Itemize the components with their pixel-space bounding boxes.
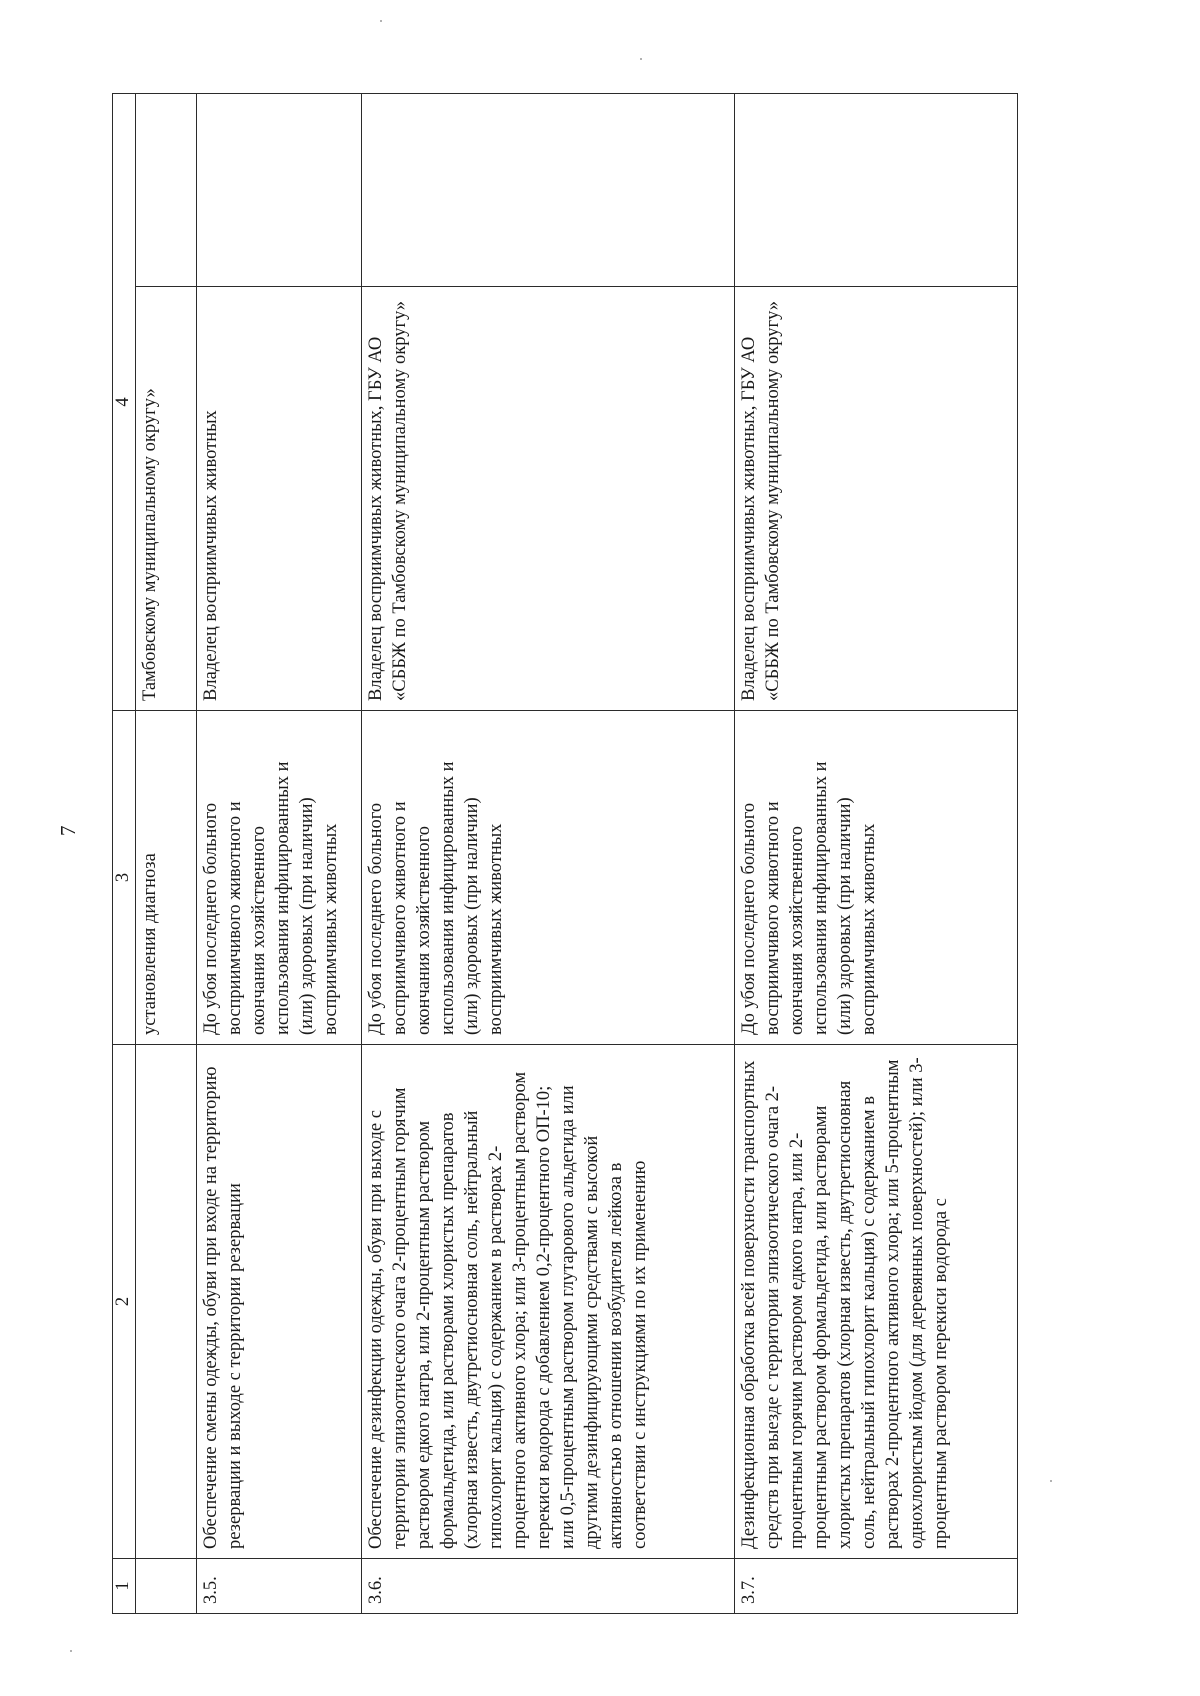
- scan-speck: [70, 1650, 72, 1652]
- scan-speck: [640, 58, 642, 60]
- empty-cell: [136, 94, 197, 287]
- column-number: 4: [113, 94, 136, 711]
- column-number: 3: [113, 711, 136, 1045]
- measures-table: [112, 93, 1018, 1614]
- row-number: 3.7.: [735, 1559, 1018, 1614]
- table-row: [197, 94, 362, 1614]
- term-text: До убоя последнего больного восприимчивого животного и окончания хозяйственного использования инфицированных и (или) здоровых (при наличии) восприимчивых животных: [201, 761, 341, 1035]
- row-number: 3.5.: [197, 1559, 362, 1614]
- row-number: 3.6.: [362, 1559, 735, 1614]
- measure-cell: [735, 1045, 1018, 1559]
- empty-cell: [197, 94, 362, 287]
- column-number-row: [113, 94, 136, 1614]
- continuation-row: [136, 94, 197, 1614]
- responsible-cell: Владелец восприимчивых животных, ГБУ АО «СББЖ по Тамбовскому муниципальному округу»: [362, 287, 735, 711]
- measure-cell: Обеспечение смены одежды, обуви при входе на территорию резервации и выходе с территории резервации: [197, 1045, 362, 1559]
- document-table-wrapper: [112, 94, 1018, 1614]
- column-number: 1: [113, 1559, 136, 1614]
- empty-cell: [136, 1559, 197, 1614]
- scan-speck: [1050, 1480, 1052, 1482]
- table-row: [362, 94, 735, 1614]
- term-cell: До убоя последнего больного восприимчивого животного и окончания хозяйственного использования инфицированных и (или) здоровых (при наличии) восприимчивых животных: [362, 711, 735, 1045]
- empty-cell: [362, 94, 735, 287]
- empty-cell: [136, 1045, 197, 1559]
- page-number: 7: [56, 825, 80, 836]
- scan-speck: [380, 20, 382, 22]
- measure-cell: Обеспечение дезинфекции одежды, обуви при выходе с территории эпизоотического очага 2-процентным горячим раствором едкого натра, или 2-процентным раствором формальдегида, или растворами хлористых препаратов (хлорная известь, двутретиосновная соль, нейтральный гипохлорит кальция) с содержанием в растворах 2-процентного активного хлора; или 3-процентным раствором перекиси водорода с добавлением 0,2-процентного ОП-10; или 0,5-процентным раствором глутарового альдегида или другими дезинфицирующими средствами с высокой активностью в отношении возбудителя лейкоза в соответствии с инструкциями по их применению: [362, 1045, 735, 1559]
- column-number: 2: [113, 1045, 136, 1559]
- responsible-cell: Владелец восприимчивых животных, ГБУ АО «СББЖ по Тамбовскому муниципальному округу»: [735, 287, 1018, 711]
- term-cell: До убоя последнего больного восприимчивого животного и окончания хозяйственного использования инфицированных и (или) здоровых (при наличии) восприимчивых животных: [735, 711, 1018, 1045]
- measure-text: Дезинфекционная обработка всей поверхности транспортных средств при выезде с территории эпизоотического очага 2-процентным горячим раствором едкого натра, или 2-процентным раствором формальдегида, или растворами хлористых препаратов (хлорная известь, двутретиосновная соль, нейтральный гипохлорит кальция) с содержанием в растворах 2-процентного активного хлора; или 5-процентным однохлористым йодом (для деревянных поверхностей); или 3-процентным раствором перекиси водорода с: [739, 1057, 951, 1549]
- responsible-cell: Тамбовскому муниципальному округу»: [136, 287, 197, 711]
- empty-cell: [735, 94, 1018, 287]
- table-row: [735, 94, 1018, 1614]
- term-cell: [197, 711, 362, 1045]
- responsible-cell: Владелец восприимчивых животных: [197, 287, 362, 711]
- term-cell: установления диагноза: [136, 711, 197, 1045]
